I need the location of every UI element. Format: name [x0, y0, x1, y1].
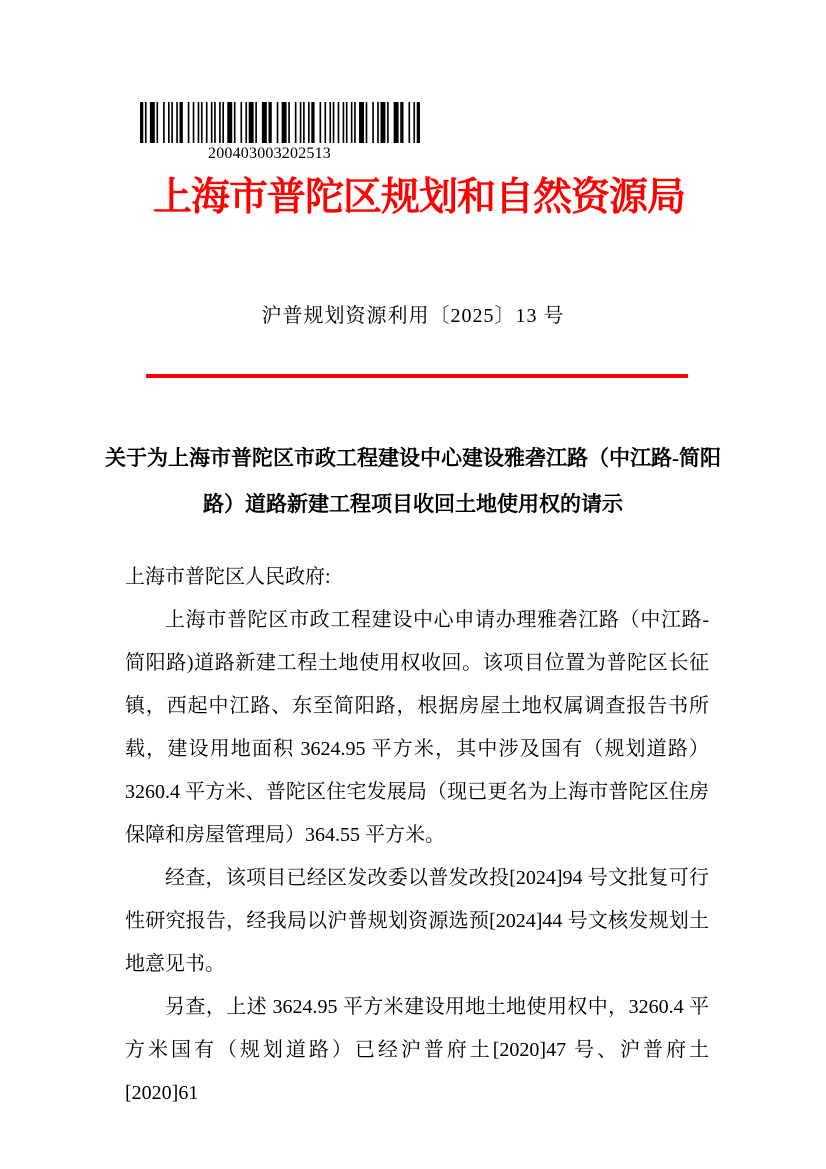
document-title-line1: 关于为上海市普陀区市政工程建设中心建设雅砻江路（中江路-简阳: [105, 446, 721, 470]
paragraph-2: 经查，该项目已经区发改委以普发改投[2024]94 号文批复可行性研究报告，经我局以沪普规划资源选预[2024]44 号文核发规划土地意见书。: [125, 867, 709, 975]
paragraph-3: 另查，上述 3624.95 平方米建设用地土地使用权中，3260.4 平方米国有（规划道路）已经沪普府土[2020]47 号、沪普府土[2020]61: [125, 996, 709, 1104]
document-reference-number: 沪普规划资源利用〔2025〕13 号: [261, 305, 565, 327]
agency-letterhead-title: 上海市普陀区规划和自然资源局: [152, 176, 685, 219]
paragraph-1: 上海市普陀区市政工程建设中心申请办理雅砻江路（中江路-简阳路)道路新建工程土地使用权收回。该项目位置为普陀区长征镇，西起中江路、东至简阳路，根据房屋土地权属调查报告书所载，建设用地面积 3624.95 平方米，其中涉及国有（规划道路）3260.4 平方米、普陀区住宅发展局（现已更名为上海市普陀区住房保障和房屋管理局）364.55 平方米。: [125, 609, 709, 846]
document-body: [125, 556, 709, 1115]
salutation: 上海市普陀区人民政府:: [125, 566, 331, 588]
document-title: [0, 435, 826, 527]
barcode-block: [140, 102, 420, 163]
document-title-line2: 路）道路新建工程项目收回土地使用权的请示: [203, 492, 623, 516]
red-divider-rule: [146, 374, 688, 378]
barcode-number: 200403003202513: [208, 145, 331, 162]
barcode-image: [140, 102, 420, 143]
